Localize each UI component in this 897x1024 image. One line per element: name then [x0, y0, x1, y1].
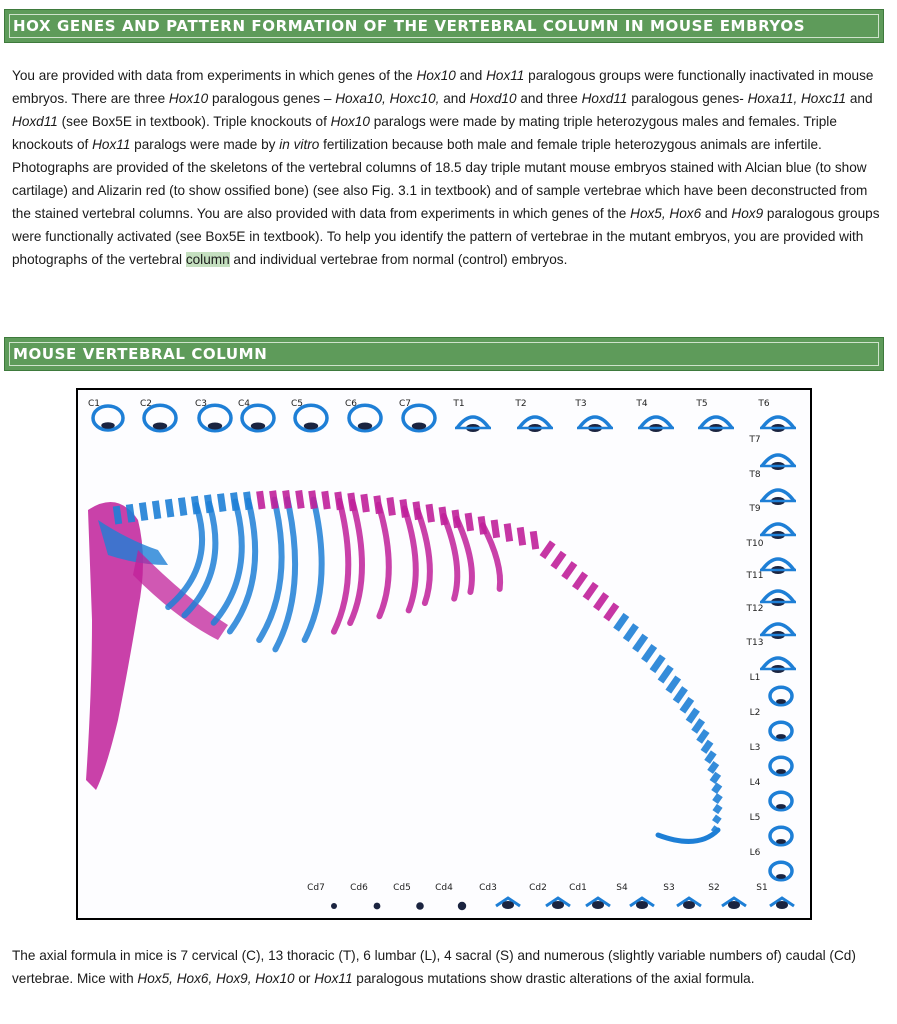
spine-segment — [540, 540, 556, 559]
spine-segment — [386, 497, 395, 516]
vertebra-label: L6 — [749, 848, 761, 858]
vertebra-cd6 — [374, 903, 381, 910]
rib — [418, 511, 430, 603]
spine-segment — [152, 500, 161, 519]
vertebra-c7-body — [412, 422, 426, 429]
text-run: or — [294, 971, 315, 986]
vertebra-label: C7 — [398, 399, 412, 409]
vertebra-label: C5 — [290, 399, 304, 409]
spine-segment — [478, 516, 487, 535]
rib — [334, 501, 348, 632]
vertebra-label: T10 — [746, 539, 764, 549]
vertebra-cd1-body — [592, 901, 604, 909]
text-run: and — [455, 68, 487, 83]
rib — [259, 500, 281, 640]
text-run: paralogous genes- — [627, 91, 748, 106]
spine-segment — [373, 495, 382, 514]
text-run: paralogous groups were functionally inactivated in mouse embryos. There are three — [12, 68, 874, 106]
vertebra-label: S3 — [663, 883, 675, 893]
gene-name: Hox11 — [92, 137, 131, 152]
vertebra-cd7 — [331, 903, 337, 909]
vertebra-s4-body — [636, 901, 648, 909]
text-run: paralogous genes – — [208, 91, 336, 106]
vertebra-label: Cd1 — [569, 883, 587, 893]
spine-segment — [712, 815, 722, 825]
section-title: HOX GENES AND PATTERN FORMATION OF THE VERTEBRAL COLUMN IN MOUSE EMBRYOS — [13, 17, 806, 35]
spine-segment — [360, 494, 369, 513]
vertebra-label: T13 — [746, 638, 764, 648]
spine-segment — [712, 804, 722, 814]
vertebra-label: S2 — [708, 883, 720, 893]
spine-segment — [282, 490, 291, 509]
vertebra-label: C1 — [87, 399, 101, 409]
vertebra-label: C4 — [237, 399, 251, 409]
skeleton-illustration — [78, 390, 810, 918]
rib — [444, 516, 458, 599]
vertebra-l6-body — [776, 874, 786, 879]
vertebra-label: T5 — [696, 399, 708, 409]
vertebra-label: T1 — [453, 399, 465, 409]
vertebra-cd4 — [458, 902, 466, 910]
vertebra-label: S1 — [756, 883, 768, 893]
vertebra-label: L5 — [749, 813, 761, 823]
gene-name: Hox9 — [731, 206, 764, 221]
text-run: and — [701, 206, 732, 221]
vertebra-l1-body — [776, 699, 786, 704]
gene-name: Hoxa10, Hoxc10, — [335, 91, 440, 106]
text-run: (see Box5E in textbook). Triple knockouts of — [57, 114, 331, 129]
rib — [379, 505, 389, 617]
spine-segment — [426, 504, 435, 523]
vertebra-label: L3 — [749, 743, 761, 753]
vertebra-label: Cd4 — [435, 883, 453, 893]
rib — [350, 502, 362, 623]
gene-name: Hoxd10 — [469, 91, 517, 106]
tail-tip — [658, 830, 718, 841]
vertebra-label: T9 — [749, 504, 761, 514]
gene-name: Hoxa11, Hoxc11 — [747, 91, 847, 106]
intro-paragraph — [12, 64, 880, 271]
spine-segment — [204, 494, 213, 513]
axial-formula-paragraph — [12, 944, 880, 990]
vertebra-c6-body — [358, 422, 372, 429]
spine-segment — [439, 507, 448, 526]
text-run: paralogs were made by — [130, 137, 280, 152]
spine-segment — [191, 496, 200, 515]
spine-segment — [665, 675, 681, 693]
spine-segment — [530, 531, 539, 550]
vertebral-column-figure — [76, 388, 812, 920]
vertebra-label: Cd6 — [350, 883, 368, 893]
spine-segment — [561, 561, 577, 580]
gene-name: Hox11 — [314, 971, 353, 986]
vertebra-label: T11 — [746, 571, 764, 581]
vertebra-label: S4 — [616, 883, 628, 893]
vertebra-cd2-body — [552, 901, 564, 909]
gene-name: Hox5, Hox6, Hox9, Hox10 — [137, 971, 295, 986]
spine-segment — [256, 491, 265, 510]
spine-segment — [217, 493, 226, 512]
text-run: and — [846, 91, 873, 106]
vertebra-s1-body — [776, 901, 788, 909]
spine-segment — [321, 491, 330, 510]
vertebra-label: L4 — [749, 778, 761, 788]
rib — [405, 508, 416, 610]
spine-segment — [165, 499, 174, 518]
spine-segment — [658, 665, 674, 684]
text-run: and three — [516, 91, 582, 106]
spine-segment — [613, 613, 629, 632]
spine-segment — [632, 634, 648, 653]
text-run: You are provided with data from experiments in which genes of the — [12, 68, 417, 83]
spine-segment — [178, 497, 187, 516]
vertebra-l4-body — [776, 804, 786, 809]
spine-segment — [583, 582, 599, 601]
spine-segment — [308, 490, 317, 509]
spine-segment — [399, 499, 408, 518]
vertebra-c2-body — [153, 422, 167, 429]
spine-segment — [334, 492, 343, 511]
vertebra-label: L2 — [749, 708, 761, 718]
text-run: and — [439, 91, 470, 106]
vertebra-c4-body — [251, 422, 265, 429]
vertebra-label: T3 — [575, 399, 587, 409]
text-run: The axial formula in mice is 7 cervical (C), 13 thoracic (T), 6 lumbar (L), 4 sacral (S) and numerous (slightly variable numbers of) caudal (Cd) vertebrae. Mice with — [12, 948, 856, 986]
spine-segment — [517, 527, 526, 546]
vertebra-label: T2 — [515, 399, 527, 409]
rib — [305, 500, 322, 640]
vertebra-s2-body — [728, 901, 740, 909]
vertebra-cd3-body — [502, 901, 514, 909]
spine-segment — [452, 509, 461, 528]
highlighted-word: column — [185, 252, 230, 267]
spine-segment — [712, 793, 723, 804]
spine-segment — [412, 501, 421, 520]
spine-segment — [603, 603, 619, 622]
vertebra-l2-body — [776, 734, 786, 739]
vertebra-label: Cd2 — [529, 883, 547, 893]
spine-segment — [465, 513, 474, 532]
gene-name: Hoxd11 — [12, 114, 58, 129]
vertebra-c5-body — [304, 422, 318, 429]
text-run: paralogous groups were functionally activated (see Box5E in textbook). To help you identify the pattern of vertebrae in the mutant embryos, you are provided with photographs of the vertebral — [12, 206, 880, 267]
spine-segment — [491, 519, 500, 538]
spine-segment — [230, 492, 239, 511]
spine-segment — [572, 571, 588, 590]
spine-segment — [593, 592, 609, 611]
vertebra-label: T4 — [636, 399, 648, 409]
spine-segment — [650, 654, 666, 673]
gene-name: in vitro — [279, 137, 320, 152]
gene-name: Hox10 — [330, 114, 370, 129]
spine-segment — [295, 490, 304, 509]
vertebra-label: T6 — [758, 399, 770, 409]
spine-segment — [641, 644, 657, 663]
text-run: paralogs were made by mating triple heterozygous males and females. Triple knockouts of — [12, 114, 837, 152]
spine-segment — [711, 782, 722, 794]
spine-segment — [243, 491, 252, 510]
vertebra-label: Cd3 — [479, 883, 497, 893]
spine-segment — [139, 502, 148, 521]
spine-segment — [504, 523, 513, 542]
vertebra-c3-body — [208, 422, 222, 429]
gene-name: Hox5, Hox6 — [630, 206, 702, 221]
vertebra-c1-body — [101, 422, 115, 429]
figure-header-banner — [4, 337, 884, 371]
vertebra-label: C2 — [139, 399, 153, 409]
section-header-banner — [4, 9, 884, 43]
text-run: fertilization because both male and female triple heterozygous animals are infertile. Photographs are provided of the skeletons of the vertebral columns of 18.5 day triple mutant mouse embryos stained with Alcian blue (to show cartilage) and Alizarin red (to show ossified bone) (see also Fig. 3.1 in textbook) and of sample vertebrae which have been deconstructed from the stained vertebral columns. You are also provided with data from experiments in which genes of the — [12, 137, 868, 221]
spine-segment — [347, 493, 356, 512]
spine-segment — [623, 623, 639, 642]
vertebra-l3-body — [776, 769, 786, 774]
vertebra-label: L1 — [749, 673, 761, 683]
vertebra-s3-body — [683, 901, 695, 909]
vertebra-label: T8 — [749, 470, 761, 480]
text-run: paralogous mutations show drastic alterations of the axial formula. — [352, 971, 755, 986]
gene-name: Hox10 — [168, 91, 209, 106]
figure-section-title: MOUSE VERTEBRAL COLUMN — [13, 345, 268, 363]
spine-segment — [550, 551, 566, 570]
spine-segment — [710, 772, 721, 784]
vertebra-l5-body — [776, 839, 786, 844]
vertebra-label: Cd5 — [393, 883, 411, 893]
gene-name: Hoxd11 — [581, 91, 628, 106]
spine-segment — [269, 490, 278, 509]
vertebra-label: Cd7 — [307, 883, 325, 893]
vertebra-label: C6 — [344, 399, 358, 409]
vertebra-cd5 — [416, 902, 424, 910]
vertebra-label: T7 — [749, 435, 761, 445]
gene-name: Hox11 — [486, 68, 525, 83]
vertebra-label: T12 — [746, 604, 764, 614]
rib — [214, 502, 242, 623]
text-run: and individual vertebrae from normal (control) embryos. — [229, 252, 568, 267]
gene-name: Hox10 — [416, 68, 456, 83]
vertebra-label: C3 — [194, 399, 208, 409]
